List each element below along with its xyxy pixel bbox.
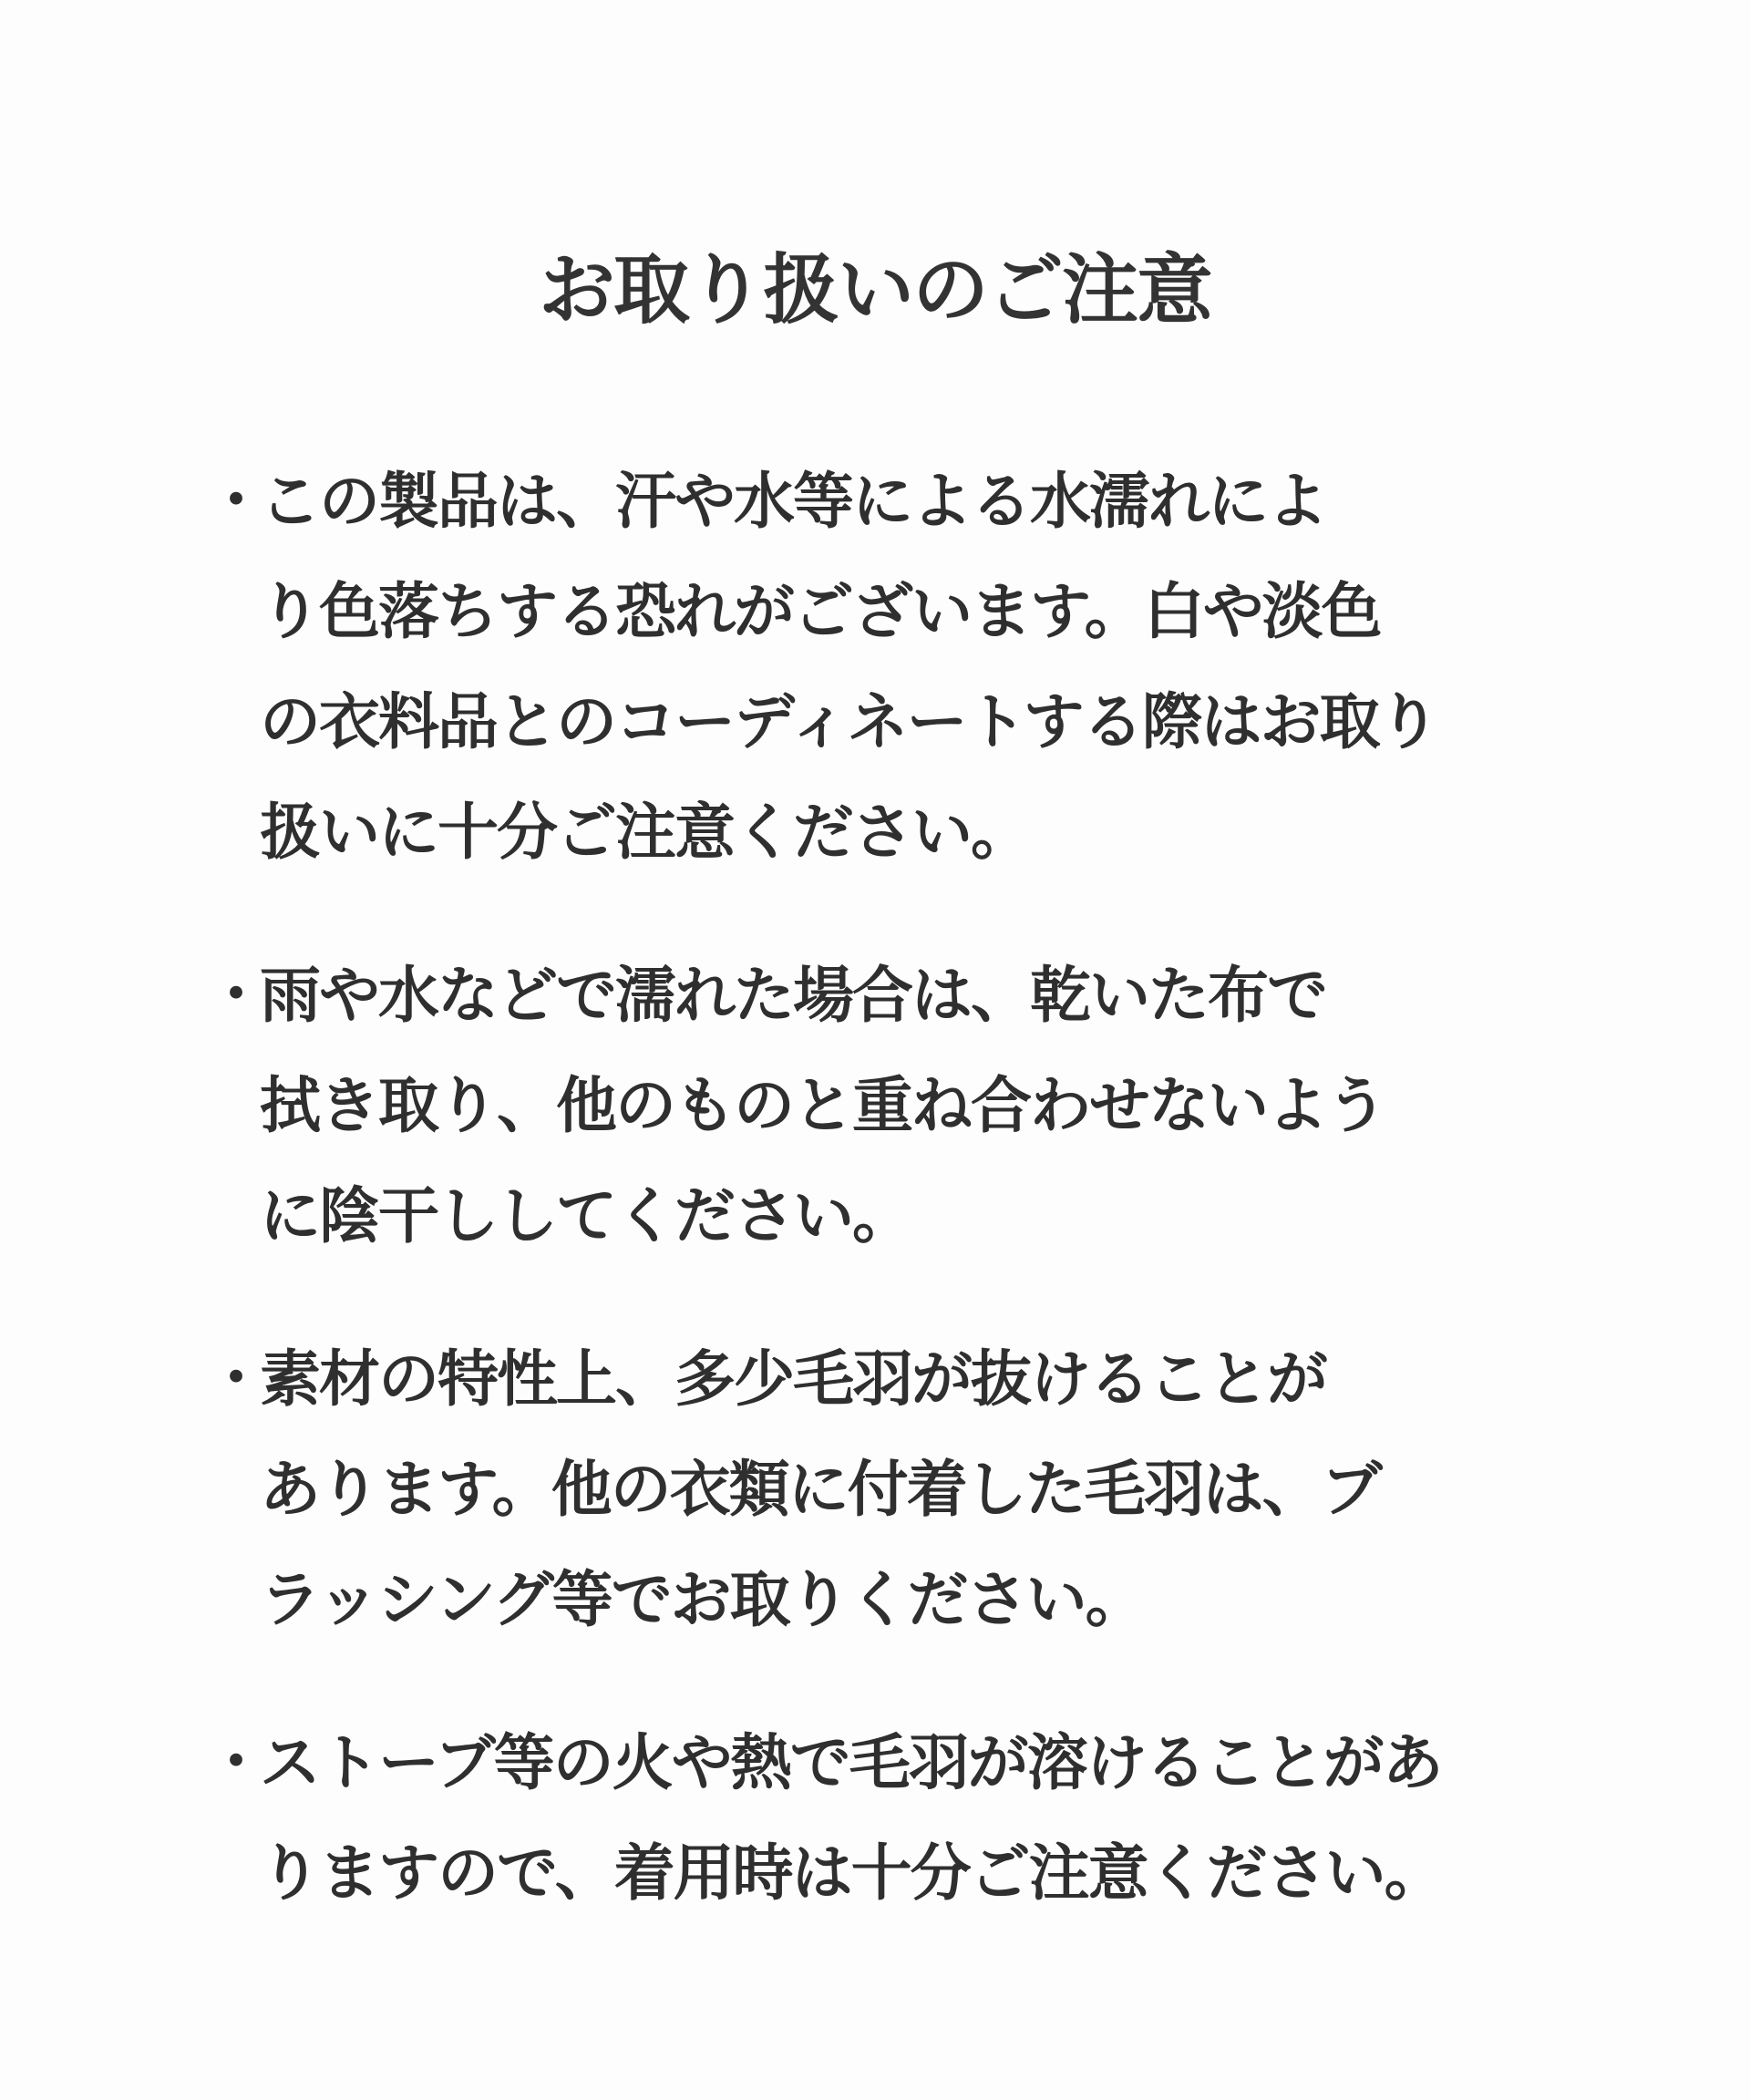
notice-item [196, 941, 1536, 1271]
notice-item [196, 1324, 1536, 1655]
notice-line: 拭き取り、他のものと重ね合わせないよう [260, 1070, 1385, 1141]
notice-line: あります。他の衣類に付着した毛羽は、ブ [260, 1454, 1381, 1525]
notice-line: 扱いに十分ご注意ください。 [260, 797, 1030, 868]
notice-title: お取り扱いのご注意 [538, 245, 1211, 335]
notice-line: に陰干ししてください。 [260, 1180, 911, 1251]
notice-item [196, 447, 1536, 888]
notice-line: 素材の特性上、多少毛羽が抜けることが [260, 1343, 1326, 1415]
bullet-mark: ・ [207, 468, 265, 535]
notice-line: の衣料品とのコーディネートする際はお取り [260, 686, 1438, 757]
bullet-mark: ・ [207, 1345, 265, 1413]
notice-line: ストーブ等の火や熱で毛羽が溶けることがあ [260, 1727, 1442, 1798]
notice-line: ラッシング等でお取りください。 [260, 1564, 1145, 1635]
notice-item [196, 1708, 1536, 1929]
notice-line: 雨や水などで濡れた場合は、乾いた布で [260, 960, 1326, 1031]
notice-line: この製品は、汗や水等による水濡れによ [260, 466, 1326, 537]
notice-list [196, 447, 1536, 1982]
notice-line: り色落ちする恐れがございます。白や淡色 [260, 576, 1381, 647]
notice-line: りますので、着用時は十分ご注意ください。 [260, 1838, 1444, 1909]
bullet-mark: ・ [207, 962, 265, 1029]
bullet-mark: ・ [207, 1729, 265, 1796]
